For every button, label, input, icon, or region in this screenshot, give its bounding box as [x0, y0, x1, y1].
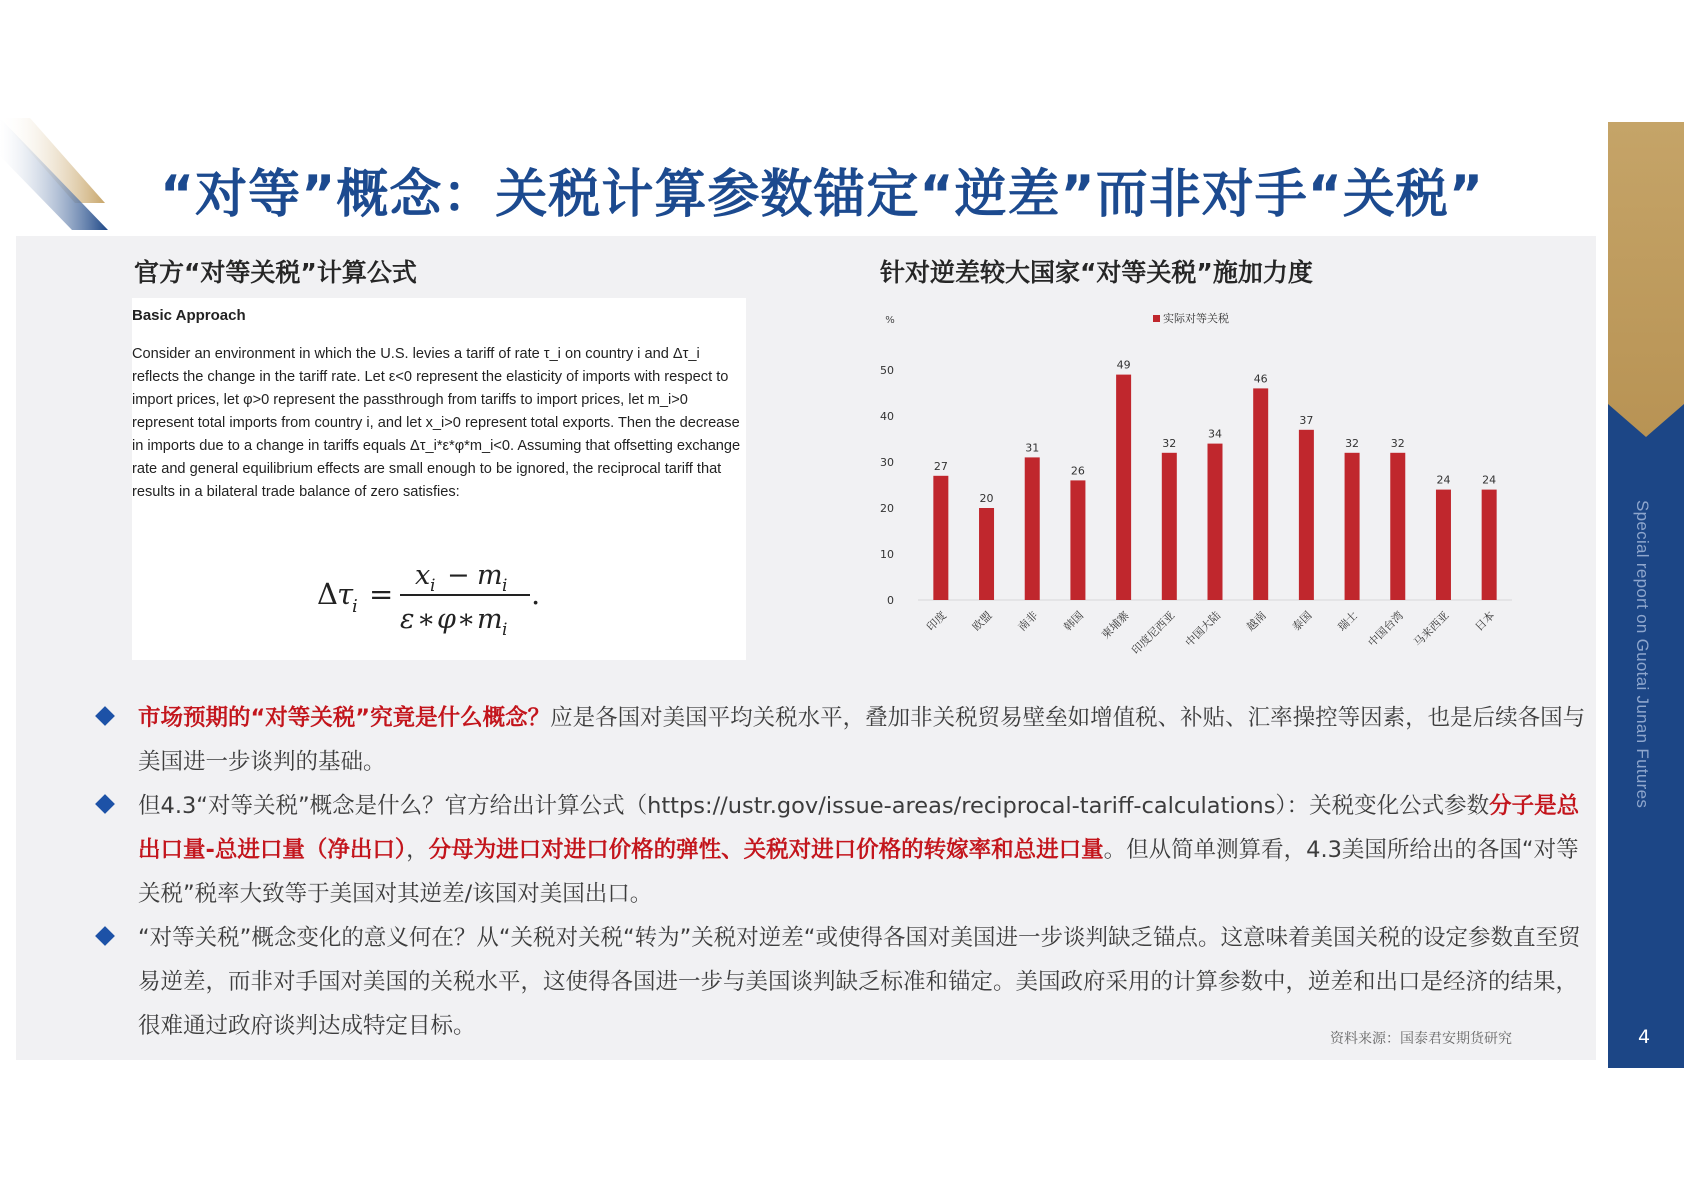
bar — [1436, 490, 1451, 600]
bar — [979, 508, 994, 600]
svg-text:ε: ε — [400, 604, 415, 635]
data-label: 24 — [1482, 473, 1497, 487]
data-label: 24 — [1436, 473, 1451, 487]
source-note: 资料来源：国泰君安期货研究 — [1330, 1031, 1512, 1047]
data-label: 37 — [1299, 413, 1314, 427]
svg-text:i: i — [502, 620, 508, 640]
svg-text:m: m — [477, 560, 503, 591]
highlight-text: 分子是总出口量-总进口量（净出口） — [138, 793, 1580, 863]
bar — [1116, 375, 1131, 600]
category-label: 柬埔寨 — [1099, 608, 1132, 642]
y-tick-label: 40 — [880, 410, 894, 423]
data-label: 26 — [1070, 464, 1085, 478]
highlight-text: 市场预期的“对等关税”究竟是什么概念？ — [138, 705, 551, 731]
diamond-bullet-icon — [95, 926, 115, 946]
bar — [1070, 480, 1085, 600]
side-vertical-text: Special report on Guotai Junan Futures — [1633, 500, 1652, 809]
y-tick-label: 30 — [880, 456, 894, 469]
bar — [1162, 453, 1177, 600]
side-gold-chevron — [1608, 122, 1684, 437]
category-label: 欧盟 — [969, 608, 995, 634]
formula-heading: Basic Approach — [132, 307, 246, 324]
svg-text:∗: ∗ — [457, 604, 476, 635]
diamond-bullet-icon — [95, 794, 115, 814]
chart-svg — [872, 298, 1520, 660]
svg-text:Δ: Δ — [317, 577, 338, 611]
chart-section-title: 针对逆差较大国家“对等关税”施加力度 — [880, 258, 1313, 287]
svg-text:φ: φ — [437, 604, 456, 635]
data-label: 31 — [1025, 441, 1040, 455]
y-tick-label: 20 — [880, 502, 894, 515]
bullet-item — [98, 784, 1590, 916]
corner-stripes-decoration — [0, 118, 110, 233]
bar — [1208, 444, 1223, 600]
diamond-bullet-icon — [95, 706, 115, 726]
category-label: 越南 — [1244, 608, 1269, 634]
y-tick-label: 50 — [880, 364, 894, 377]
data-label: 32 — [1390, 436, 1405, 450]
category-label: 日本 — [1472, 608, 1498, 634]
svg-text:i: i — [430, 576, 436, 596]
svg-text:x: x — [415, 560, 431, 591]
tariff-bar-chart — [872, 298, 1520, 660]
highlight-text: 分母为进口对进口价格的弹性、关税对进口价格的转嫁率和总进口量 — [428, 837, 1104, 863]
slide-title: “对等”概念：关税计算参数锚定“逆差”而非对手“关税” — [160, 165, 1485, 225]
bullet-text: 但4.3“对等关税”概念是什么？官方给出计算公式（https://ustr.gov/issue-areas/reciprocal-tariff-calculations）：关税变化公式参数 — [138, 793, 1490, 819]
svg-text:=: = — [369, 577, 394, 611]
tariff-formula-equation — [132, 522, 746, 652]
category-label: 中国大陆 — [1182, 608, 1224, 650]
data-label: 46 — [1253, 372, 1268, 386]
y-axis-unit: % — [885, 315, 895, 326]
legend-label: 实际对等关税 — [1163, 312, 1229, 325]
bar — [1390, 453, 1405, 600]
formula-description: Consider an environment in which the U.S. levies a tariff of rate τ_i on country i and Δτ_i reflects the change in the tariff rate. Let ε<0 represent the elasticity of imports with respect to import prices, let φ>0 represent the passthrough from tariffs to import prices, let m_i>0 represent total imports from country i, and let x_i>0 represent total exports. Then the decrease in imports due to a change in tariffs equals Δτ_i*ε*φ*m_i<0. Assuming that offsetting exchange rate and general equilibrium effects are small enough to be ignored, the reciprocal tariff that results in a bilateral trade balance of zero satisfies: — [132, 346, 741, 500]
legend-swatch — [1153, 315, 1160, 322]
svg-text:−: − — [447, 560, 470, 591]
category-label: 瑞士 — [1335, 608, 1361, 634]
data-label: 32 — [1345, 436, 1360, 450]
data-label: 27 — [933, 459, 948, 473]
data-label: 20 — [979, 492, 994, 505]
category-label: 印度 — [924, 608, 949, 634]
svg-text:∗: ∗ — [417, 604, 436, 635]
bullet-item — [98, 696, 1590, 784]
svg-text:i: i — [352, 596, 358, 617]
bullet-text: 。但从简单测算看，4.3美国所给出的各国“对等关税”税率大致等于美国对其逆差/该国对美国出口。 — [138, 837, 1579, 907]
svg-text:τ: τ — [337, 577, 354, 611]
category-label: 中国台湾 — [1365, 608, 1406, 650]
bar — [1253, 388, 1268, 600]
bullet-text: “对等关税”概念变化的意义何在？从“关税对关税“转为”关税对逆差“或使得各国对美国进一步谈判缺乏锚点。这意味着美国关税的设定参数直至贸易逆差，而非对手国对美国的关税水平，这使得各国进一步与美国谈判缺乏标准和锚定。美国政府采用的计算参数中，逆差和出口是经济的结果，很难通过政府谈判达成特定目标。 — [138, 925, 1581, 1039]
bar — [933, 476, 948, 600]
bullet-list — [98, 696, 1590, 1048]
y-tick-label: 10 — [880, 548, 894, 561]
page-number: 4 — [1638, 1026, 1651, 1048]
bar — [1299, 430, 1314, 600]
y-tick-label: 0 — [887, 594, 894, 607]
formula-section-title: 官方“对等关税”计算公式 — [134, 258, 417, 287]
bullet-text: ， — [406, 837, 429, 863]
bar — [1482, 490, 1497, 600]
svg-text:i: i — [502, 576, 508, 596]
svg-text:m: m — [477, 604, 503, 635]
data-label: 32 — [1162, 436, 1177, 450]
category-label: 马来西亚 — [1411, 608, 1452, 650]
category-label: 南非 — [1015, 608, 1041, 634]
category-label: 韩国 — [1061, 608, 1087, 634]
bar — [1345, 453, 1360, 600]
bar — [1025, 457, 1040, 600]
category-label: 印度尼西亚 — [1129, 608, 1178, 658]
data-label: 34 — [1208, 427, 1222, 441]
svg-text:.: . — [531, 577, 541, 611]
bullet-text: 应是各国对美国平均关税水平，叠加非关税贸易壁垒如增值税、补贴、汇率操控等因素，也是后续各国与美国进一步谈判的基础。 — [138, 705, 1586, 775]
formula-box — [132, 298, 746, 660]
data-label: 49 — [1116, 358, 1131, 372]
category-label: 泰国 — [1289, 608, 1315, 634]
